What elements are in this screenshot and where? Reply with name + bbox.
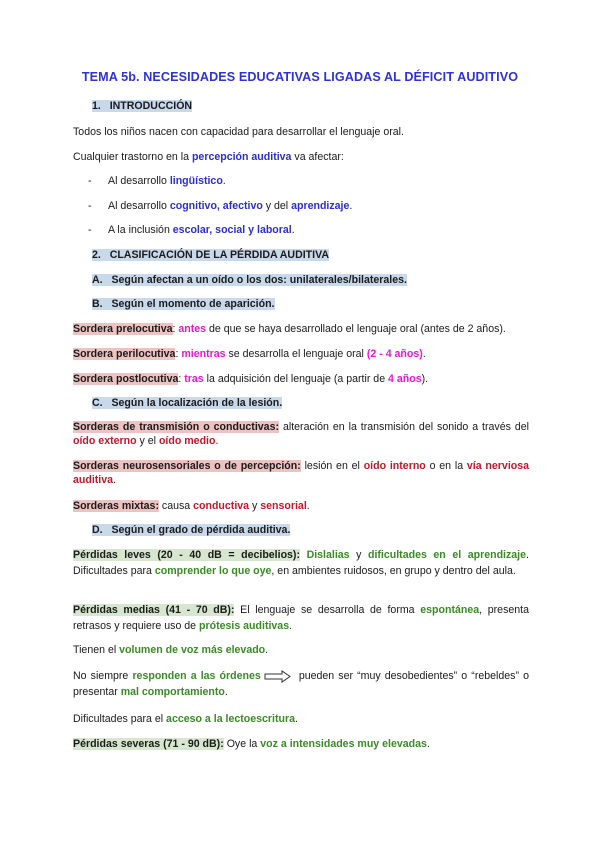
subsection-b-heading: B. Según el momento de aparición.	[92, 298, 275, 310]
subsection-d-heading: D. Según el grado de pérdida auditiva.	[92, 524, 291, 536]
volumen-voz: Tienen el volumen de voz más elevado.	[73, 644, 269, 656]
sorderas-mixtas: Sorderas mixtas: causa conductiva y sensorial.	[73, 500, 310, 512]
subsection-c-heading: C. Según la localización de la lesión.	[92, 397, 283, 409]
document-title: TEMA 5b. NECESIDADES EDUCATIVAS LIGADAS AL DÉFICIT AUDITIVO	[81, 70, 519, 84]
subsection-a-heading: A. Según afectan a un oído o los dos: unilaterales/bilaterales.	[92, 274, 407, 286]
perdidas-medias: Pérdidas medias (41 - 70 dB): El lenguaje se desarrolla de forma espontánea, presenta retrasos y requiere uso de prótesis auditivas.	[73, 604, 529, 632]
sorderas-neurosensoriales: Sorderas neurosensoriales o de percepción: lesión en el oído interno o en la vía nerviosa auditiva.	[73, 460, 530, 486]
paragraph-trastorno: Cualquier trastorno en la percepción auditiva va afectar:	[73, 151, 344, 163]
sordera-prelocutiva: Sordera prelocutiva: antes de que se haya desarrollado el lenguaje oral (antes de 2 años).	[73, 323, 506, 335]
perdidas-severas: Pérdidas severas (71 - 90 dB): Oye la voz a intensidades muy elevadas.	[73, 738, 430, 750]
sordera-perilocutiva: Sordera perilocutiva: mientras se desarrolla el lenguaje oral (2 - 4 años).	[73, 348, 426, 360]
sorderas-transmision: Sorderas de transmisión o conductivas: alteración en la transmisión del sonido a través del oído externo y el oído medio.	[73, 421, 529, 447]
perdidas-leves: Pérdidas leves (20 - 40 dB = decibelios): Dislalias y dificultades en el aprendizaje. Dificultades para comprender lo que oye, en ambientes ruidosos, en grupo y dentro del aula.	[73, 549, 529, 577]
section-2-heading: 2. CLASIFICACIÓN DE LA PÉRDIDA AUDITIVA	[92, 249, 330, 261]
section-1-heading: 1. INTRODUCCIÓN	[92, 100, 193, 112]
document-page: TEMA 5b. NECESIDADES EDUCATIVAS LIGADAS AL DÉFICIT AUDITIVO 1. INTRODUCCIÓN Todos los niños nacen con capacidad para desarrollar el lenguaje oral. Cualquier trastorno en la percepción auditiva va afectar: - Al desarrollo lingüístico. - Al desarrollo cognitivo, afectivo y del aprendizaje. - A la inclusión escolar, social y laboral. 2. CLASIFICACIÓN DE LA PÉRDIDA AUDITIVA A. Según afectan a un oído o los dos: unilaterales/bilaterales. B. Según el momento de aparición. Sordera prelocutiva: antes de que se haya desarrollado el lenguaje oral (antes de 2 años). Sordera perilocutiva: mientras se desarrolla el lenguaje oral (2 - 4 años). Sordera postlocutiva: tras la adquisición del lenguaje (a partir de 4 años). C. Según la localización de la lesión. Sorderas de transmisión o conductivas: alteración en la transmisión del sonido a través del oído externo y el oído medio. Sorderas neurosensoriales o de percepción: lesión en el oído interno o en la vía nerviosa auditiva. Sorderas mixtas: causa conductiva y sensorial. D. Según el grado de pérdida auditiva. Pérdidas leves (20 - 40 dB = decibelios): Dislalias y dificultades en el aprendizaje. Dificultades para comprender lo que oye, en ambientes ruidosos, en grupo y dentro del aula. Pérdidas medias (41 - 70 dB): El lenguaje se desarrolla de forma espontánea, presenta retrasos y requiere uso de prótesis auditivas. Tienen el volumen de voz más elevado. No siempre responden a las órdenes pueden ser “muy desobedientes” o “rebeldes” o presentar mal comportamiento. Dificultades para el acceso a la lectoescritura. Pérdidas severas (71 - 90 dB): Oye la voz a intensidades muy elevadas.	[0, 0, 600, 848]
acceso-lectoescritura: Dificultades para el acceso a la lectoescritura.	[73, 713, 298, 725]
no-siempre-responden: No siempre responden a las órdenes pueden ser “muy desobedientes” o “rebeldes” o presentar mal comportamiento.	[73, 670, 529, 698]
paragraph-intro: Todos los niños nacen con capacidad para desarrollar el lenguaje oral.	[73, 126, 404, 138]
right-arrow-icon	[264, 670, 292, 683]
sordera-postlocutiva: Sordera postlocutiva: tras la adquisición del lenguaje (a partir de 4 años).	[73, 373, 429, 385]
